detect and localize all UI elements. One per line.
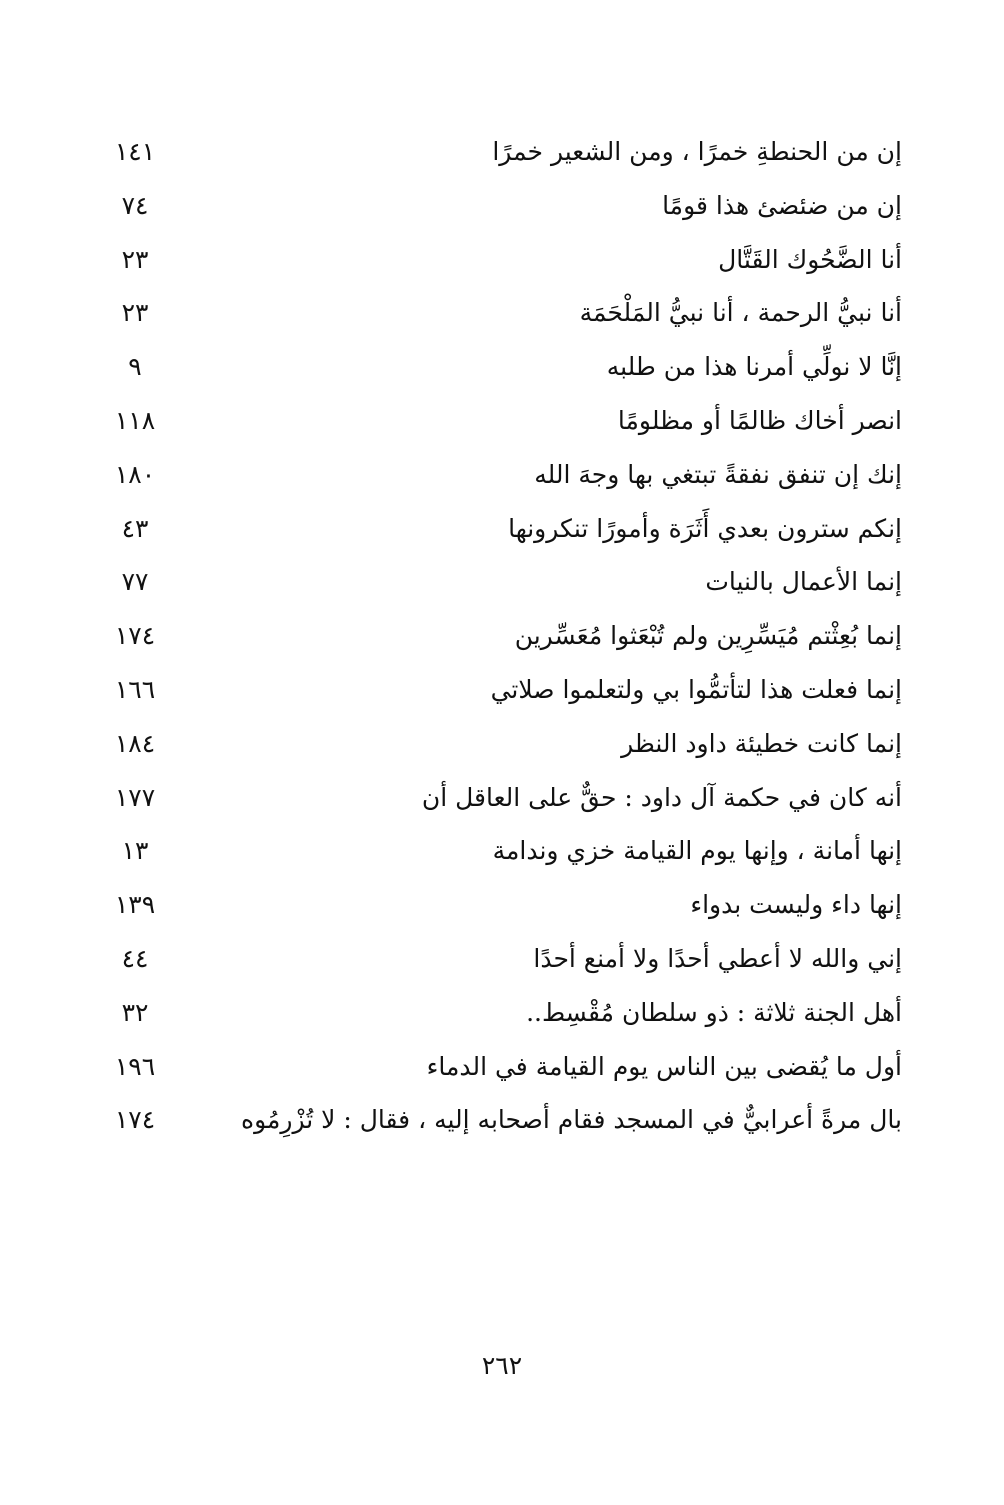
hadith-entry-text: أنا الضَّحُوك القَتَّال bbox=[718, 244, 902, 274]
hadith-entry-text: إنك إن تنفق نفقةً تبتغي بها وجهَ الله bbox=[534, 459, 902, 489]
page-reference: ٣٢ bbox=[121, 997, 149, 1027]
page-reference: ٧٧ bbox=[121, 567, 149, 597]
page-reference: ٧٤ bbox=[121, 190, 149, 220]
hadith-entry-text: إنما فعلت هذا لتأتمُّوا بي ولتعلموا صلاتي bbox=[490, 674, 902, 704]
index-row bbox=[90, 126, 902, 180]
index-row bbox=[90, 879, 902, 933]
hadith-entry-text: إنَّا لا نولِّي أمرنا هذا من طلبه bbox=[606, 352, 902, 382]
index-row bbox=[90, 933, 902, 987]
page-reference: ١٩٦ bbox=[114, 1051, 156, 1081]
page-reference: ١٨٠ bbox=[114, 459, 156, 489]
page-number: ٢٦٢ bbox=[481, 1351, 523, 1380]
hadith-entry-text: أهل الجنة ثلاثة : ذو سلطان مُقْسِط.. bbox=[526, 997, 902, 1027]
page-reference: ٢٣ bbox=[121, 244, 149, 274]
index-row bbox=[90, 987, 902, 1041]
hadith-entry-text: إنما بُعِثْتم مُيَسِّرِين ولم تُبْعَثوا مُعَسِّرين bbox=[514, 621, 902, 651]
index-row bbox=[90, 664, 902, 718]
index-row bbox=[90, 718, 902, 772]
page-reference: ١٨٤ bbox=[114, 728, 156, 758]
hadith-entry-text: انصر أخاك ظالمًا أو مظلومًا bbox=[617, 405, 902, 435]
hadith-entry-text: إنما الأعمال بالنيات bbox=[705, 567, 902, 597]
hadith-entry-text: إن من الحنطةِ خمرًا ، ومن الشعير خمرًا bbox=[492, 137, 902, 166]
page-reference: ١٦٦ bbox=[114, 674, 156, 704]
hadith-entry-text: إنها داء وليست بدواء bbox=[690, 890, 902, 920]
index-row bbox=[90, 503, 902, 557]
hadith-entry-text: بال مرةً أعرابيٌّ في المسجد فقام أصحابه إليه ، فقال : لا تُزْرِمُوه bbox=[241, 1105, 902, 1135]
page-reference: ١١٨ bbox=[114, 405, 156, 435]
page-reference: ١٧٧ bbox=[114, 782, 156, 812]
index-row bbox=[90, 449, 902, 503]
index-row bbox=[90, 825, 902, 879]
hadith-entry-text: أنه كان في حكمة آل داود : حقٌّ على العاقل أن bbox=[421, 782, 902, 812]
page-reference: ١٧٤ bbox=[114, 621, 156, 651]
hadith-entry-text: إنها أمانة ، وإنها يوم القيامة خزي وندامة bbox=[492, 836, 902, 866]
hadith-entry-text: أنا نبيُّ الرحمة ، أنا نبيُّ المَلْحَمَة bbox=[579, 298, 902, 328]
page-reference: ٤٣ bbox=[121, 513, 149, 543]
index-row bbox=[90, 1041, 902, 1095]
index-row bbox=[90, 772, 902, 826]
index-row bbox=[90, 610, 902, 664]
page-reference: ١٣٩ bbox=[114, 890, 156, 920]
index-row bbox=[90, 180, 902, 234]
page-reference: ٤٤ bbox=[121, 943, 149, 973]
hadith-entry-text: إن من ضئضئ هذا قومًا bbox=[662, 190, 902, 220]
hadith-index-list bbox=[90, 126, 902, 1148]
hadith-entry-text: إني والله لا أعطي أحدًا ولا أمنع أحدًا bbox=[533, 943, 902, 973]
page-reference: ١٤١ bbox=[114, 137, 156, 166]
hadith-entry-text: إنكم سترون بعدي أَثَرَة وأمورًا تنكرونها bbox=[508, 513, 902, 543]
index-row bbox=[90, 556, 902, 610]
hadith-entry-text: أول ما يُقضى بين الناس يوم القيامة في الدماء bbox=[426, 1051, 902, 1081]
index-row bbox=[90, 234, 902, 288]
index-row bbox=[90, 341, 902, 395]
hadith-entry-text: إنما كانت خطيئة داود النظر bbox=[621, 728, 902, 758]
page-reference: ١٧٤ bbox=[114, 1105, 156, 1135]
index-row bbox=[90, 395, 902, 449]
page-reference: ٩ bbox=[128, 352, 142, 382]
index-row bbox=[90, 1094, 902, 1148]
page-reference: ٢٣ bbox=[121, 298, 149, 328]
page-reference: ١٣ bbox=[121, 836, 149, 866]
index-row bbox=[90, 287, 902, 341]
